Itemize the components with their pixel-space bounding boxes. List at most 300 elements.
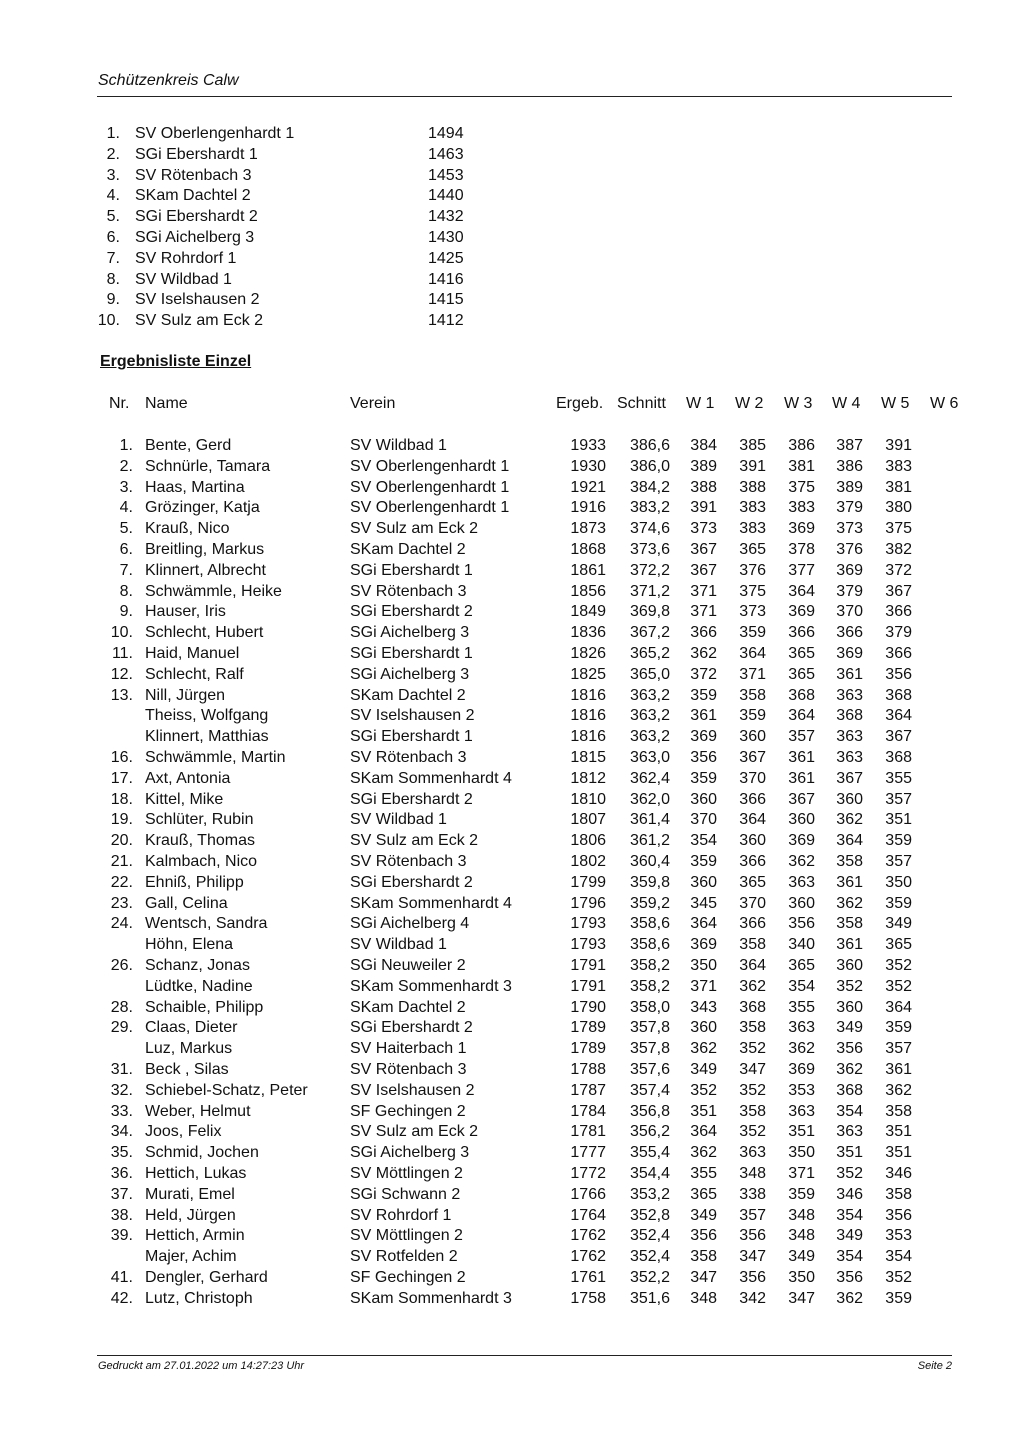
row-total: 1868 — [570, 541, 606, 558]
row-series-5: 368 — [885, 686, 912, 704]
row-average: 362,0 — [629, 790, 670, 808]
row-club: SF Gechingen 2 — [350, 1102, 466, 1120]
row-club: SV Iselshausen 2 — [350, 1081, 475, 1099]
row-series-1: 352 — [690, 1081, 717, 1099]
row-rank: 17. — [110, 769, 133, 787]
row-series-4: 349 — [836, 1227, 863, 1245]
row-series-5: 349 — [885, 915, 912, 933]
row-series-4: 360 — [836, 790, 863, 808]
row-name: Schlüter, Rubin — [145, 811, 254, 829]
row-series-1: 362 — [690, 1144, 717, 1162]
row-rank: 18. — [110, 790, 133, 808]
row-rank: 29. — [110, 1019, 133, 1037]
row-club: SKam Sommenhardt 4 — [350, 769, 512, 787]
row-rank: 28. — [110, 998, 133, 1016]
row-series-3: 357 — [788, 728, 815, 746]
row-club: SGi Ebershardt 2 — [350, 873, 473, 891]
row-average: 358,0 — [629, 998, 670, 1016]
row-name: Hauser, Iris — [145, 603, 226, 621]
team-name: SGi Aichelberg 3 — [135, 229, 255, 246]
row-series-2: 368 — [739, 998, 766, 1016]
result-row — [0, 705, 1024, 726]
row-series-1: 384 — [690, 437, 717, 454]
row-series-5: 359 — [885, 1019, 912, 1037]
row-average: 357,8 — [629, 1019, 670, 1037]
row-series-5: 372 — [885, 561, 912, 579]
team-row — [0, 227, 1024, 248]
row-club: SV Rotfelden 2 — [350, 1248, 458, 1266]
row-series-1: 388 — [690, 478, 717, 496]
row-series-1: 349 — [690, 1206, 717, 1224]
col-nr: Nr. — [109, 395, 130, 412]
row-series-2: 370 — [739, 894, 766, 912]
row-series-3: 353 — [788, 1081, 815, 1099]
row-rank: 34. — [110, 1123, 133, 1141]
row-total: 1916 — [570, 499, 606, 517]
row-series-2: 375 — [739, 582, 766, 600]
row-series-4: 354 — [836, 1206, 863, 1224]
row-average: 386,6 — [629, 437, 670, 454]
row-name: Hettich, Lukas — [145, 1165, 247, 1182]
row-series-1: 367 — [690, 561, 717, 579]
row-series-5: 382 — [885, 541, 912, 558]
col-w2: W 2 — [735, 395, 764, 412]
row-average: 383,2 — [629, 499, 670, 517]
team-rank: 4. — [106, 187, 120, 205]
row-name: Schnürle, Tamara — [145, 457, 271, 475]
row-name: Beck , Silas — [145, 1061, 229, 1078]
row-series-5: 379 — [885, 624, 912, 642]
row-total: 1826 — [570, 645, 606, 662]
row-average: 352,8 — [629, 1206, 670, 1224]
team-name: SGi Ebershardt 2 — [135, 208, 258, 226]
row-average: 358,2 — [629, 957, 670, 974]
row-rank: 22. — [110, 873, 133, 891]
row-total: 1816 — [570, 707, 606, 725]
team-name: SKam Dachtel 2 — [135, 187, 251, 205]
row-series-4: 363 — [836, 686, 863, 704]
row-name: Axt, Antonia — [145, 769, 231, 787]
team-row — [0, 310, 1024, 331]
row-average: 363,2 — [629, 686, 670, 704]
row-total: 1802 — [570, 853, 606, 870]
col-w3: W 3 — [784, 395, 813, 412]
row-club: SKam Dachtel 2 — [350, 541, 466, 558]
row-name: Gall, Celina — [145, 894, 228, 912]
row-series-2: 359 — [739, 624, 766, 642]
row-total: 1761 — [570, 1269, 606, 1286]
row-club: SKam Dachtel 2 — [350, 686, 466, 704]
row-series-4: 364 — [836, 832, 863, 850]
result-row — [0, 1246, 1024, 1267]
row-series-2: 352 — [739, 1040, 766, 1058]
col-verein: Verein — [350, 395, 396, 412]
row-series-3: 363 — [788, 873, 815, 891]
row-average: 362,4 — [629, 769, 670, 787]
row-average: 352,2 — [629, 1269, 670, 1286]
row-total: 1789 — [570, 1019, 606, 1037]
row-series-2: 352 — [739, 1081, 766, 1099]
row-average: 374,6 — [629, 520, 670, 538]
row-name: Dengler, Gerhard — [145, 1269, 268, 1286]
row-series-1: 360 — [690, 1019, 717, 1037]
row-series-3: 363 — [788, 1102, 815, 1120]
row-series-4: 389 — [836, 478, 863, 496]
team-points: 1415 — [428, 291, 464, 309]
row-series-5: 358 — [885, 1102, 912, 1120]
row-total: 1781 — [570, 1123, 606, 1141]
row-name: Kittel, Mike — [145, 790, 224, 808]
row-name: Krauß, Thomas — [145, 832, 255, 850]
row-series-3: 366 — [788, 624, 815, 642]
header-divider — [97, 96, 952, 97]
row-club: SF Gechingen 2 — [350, 1269, 466, 1286]
row-series-1: 359 — [690, 686, 717, 704]
result-row — [0, 518, 1024, 539]
row-club: SV Oberlengenhardt 1 — [350, 457, 510, 475]
row-series-4: 379 — [836, 499, 863, 517]
row-series-1: 343 — [690, 998, 717, 1016]
row-series-3: 348 — [788, 1227, 815, 1245]
row-name: Theiss, Wolfgang — [145, 707, 269, 725]
row-series-1: 360 — [690, 790, 717, 808]
row-club: SV Wildbad 1 — [350, 811, 447, 829]
row-rank: 24. — [110, 915, 133, 933]
row-series-4: 366 — [836, 624, 863, 642]
row-club: SV Wildbad 1 — [350, 936, 447, 954]
team-points: 1432 — [428, 208, 464, 226]
result-row — [0, 497, 1024, 518]
row-total: 1856 — [570, 582, 606, 600]
col-w4: W 4 — [832, 395, 861, 412]
row-total: 1772 — [570, 1165, 606, 1182]
team-name: SV Iselshausen 2 — [135, 291, 260, 309]
result-row — [0, 789, 1024, 810]
row-rank: 20. — [110, 832, 133, 850]
row-series-1: 371 — [690, 603, 717, 621]
team-rank: 8. — [106, 270, 120, 288]
row-average: 361,4 — [629, 811, 670, 829]
row-series-4: 356 — [836, 1040, 863, 1058]
team-row — [0, 165, 1024, 186]
row-total: 1807 — [570, 811, 606, 829]
row-series-2: 367 — [739, 749, 766, 766]
team-rank: 6. — [106, 229, 120, 246]
row-rank: 13. — [110, 686, 133, 704]
result-row — [0, 456, 1024, 477]
row-series-2: 370 — [739, 769, 766, 787]
row-series-5: 362 — [885, 1081, 912, 1099]
team-points: 1453 — [428, 166, 464, 184]
row-series-1: 349 — [690, 1061, 717, 1078]
row-club: SV Oberlengenhardt 1 — [350, 499, 510, 517]
row-rank: 41. — [110, 1269, 133, 1286]
team-row — [0, 206, 1024, 227]
row-rank: 6. — [119, 541, 133, 558]
result-row — [0, 1142, 1024, 1163]
team-points: 1412 — [428, 312, 464, 330]
result-row — [0, 643, 1024, 664]
row-club: SGi Schwann 2 — [350, 1185, 461, 1203]
row-total: 1762 — [570, 1227, 606, 1245]
row-series-2: 347 — [739, 1061, 766, 1078]
row-total: 1784 — [570, 1102, 606, 1120]
row-total: 1787 — [570, 1081, 606, 1099]
row-series-4: 363 — [836, 1123, 863, 1141]
row-series-3: 369 — [788, 1061, 815, 1078]
row-average: 384,2 — [629, 478, 670, 496]
row-club: SV Oberlengenhardt 1 — [350, 478, 510, 496]
row-total: 1796 — [570, 894, 606, 912]
row-series-5: 351 — [885, 1144, 912, 1162]
row-series-3: 340 — [788, 936, 815, 954]
row-rank: 39. — [110, 1227, 133, 1245]
row-rank: 35. — [110, 1144, 133, 1162]
row-series-2: 348 — [739, 1165, 766, 1182]
row-series-3: 367 — [788, 790, 815, 808]
row-series-3: 355 — [788, 998, 815, 1016]
row-series-1: 362 — [690, 1040, 717, 1058]
result-row — [0, 1225, 1024, 1246]
row-name: Kalmbach, Nico — [145, 853, 258, 870]
row-series-2: 388 — [739, 478, 766, 496]
team-row — [0, 144, 1024, 165]
row-series-2: 391 — [739, 457, 766, 475]
row-series-1: 347 — [690, 1269, 717, 1286]
row-total: 1791 — [570, 977, 606, 995]
row-total: 1933 — [570, 437, 606, 454]
row-series-1: 360 — [690, 873, 717, 891]
row-club: SV Iselshausen 2 — [350, 707, 475, 725]
row-average: 359,8 — [629, 873, 670, 891]
row-average: 365,2 — [629, 645, 670, 662]
row-total: 1791 — [570, 957, 606, 974]
row-club: SGi Ebershardt 2 — [350, 790, 473, 808]
row-club: SKam Sommenhardt 4 — [350, 894, 512, 912]
row-series-5: 352 — [885, 977, 912, 995]
row-rank: 2. — [119, 457, 133, 475]
row-average: 352,4 — [629, 1227, 670, 1245]
row-name: Haas, Martina — [145, 478, 245, 496]
row-series-3: 371 — [788, 1165, 815, 1182]
row-series-3: 359 — [788, 1185, 815, 1203]
row-series-3: 348 — [788, 1206, 815, 1224]
row-name: Schlecht, Ralf — [145, 665, 244, 683]
row-series-4: 368 — [836, 1081, 863, 1099]
row-average: 361,2 — [629, 832, 670, 850]
row-club: SGi Neuweiler 2 — [350, 957, 466, 974]
row-series-4: 370 — [836, 603, 863, 621]
row-club: SV Möttlingen 2 — [350, 1227, 463, 1245]
row-total: 1930 — [570, 457, 606, 475]
row-series-3: 386 — [788, 437, 815, 454]
row-series-2: 373 — [739, 603, 766, 621]
row-series-1: 362 — [690, 645, 717, 662]
row-rank: 36. — [110, 1165, 133, 1182]
row-series-5: 359 — [885, 894, 912, 912]
row-series-3: 360 — [788, 894, 815, 912]
row-average: 351,6 — [629, 1289, 670, 1307]
row-club: SGi Aichelberg 4 — [350, 915, 470, 933]
result-row — [0, 1059, 1024, 1080]
row-series-4: 358 — [836, 853, 863, 870]
row-series-3: 381 — [788, 457, 815, 475]
row-series-3: 350 — [788, 1144, 815, 1162]
row-series-2: 352 — [739, 1123, 766, 1141]
row-name: Höhn, Elena — [145, 936, 234, 954]
row-name: Grözinger, Katja — [145, 499, 260, 517]
team-name: SV Rohrdorf 1 — [135, 249, 237, 267]
result-row — [0, 1288, 1024, 1309]
row-average: 371,2 — [629, 582, 670, 600]
team-rank: 2. — [106, 145, 120, 163]
result-row — [0, 1205, 1024, 1226]
row-series-2: 385 — [739, 437, 766, 454]
row-series-1: 351 — [690, 1102, 717, 1120]
row-name: Lutz, Christoph — [145, 1289, 253, 1307]
row-average: 373,6 — [629, 541, 670, 558]
row-series-1: 369 — [690, 728, 717, 746]
row-rank: 37. — [110, 1185, 133, 1203]
row-series-5: 366 — [885, 603, 912, 621]
team-rank: 3. — [106, 166, 120, 184]
result-row — [0, 1038, 1024, 1059]
row-club: SV Haiterbach 1 — [350, 1040, 467, 1058]
col-w5: W 5 — [881, 395, 910, 412]
row-rank: 8. — [119, 582, 133, 600]
row-club: SV Rötenbach 3 — [350, 1061, 467, 1078]
row-series-2: 357 — [739, 1206, 766, 1224]
row-series-2: 356 — [739, 1269, 766, 1286]
row-rank: 33. — [110, 1102, 133, 1120]
row-series-1: 365 — [690, 1185, 717, 1203]
row-series-5: 351 — [885, 811, 912, 829]
row-name: Hettich, Armin — [145, 1227, 245, 1245]
row-series-4: 363 — [836, 728, 863, 746]
team-rank: 1. — [106, 125, 120, 142]
row-club: SV Wildbad 1 — [350, 437, 447, 454]
row-average: 358,6 — [629, 915, 670, 933]
row-series-3: 362 — [788, 853, 815, 870]
row-series-3: 368 — [788, 686, 815, 704]
team-row — [0, 248, 1024, 269]
result-row — [0, 664, 1024, 685]
row-total: 1758 — [570, 1289, 606, 1307]
row-series-5: 351 — [885, 1123, 912, 1141]
row-name: Claas, Dieter — [145, 1019, 238, 1037]
row-series-4: 373 — [836, 520, 863, 538]
result-row — [0, 560, 1024, 581]
result-row — [0, 539, 1024, 560]
row-series-4: 360 — [836, 998, 863, 1016]
row-series-4: 362 — [836, 811, 863, 829]
row-name: Weber, Helmut — [145, 1102, 251, 1120]
row-rank: 12. — [110, 665, 133, 683]
row-name: Schanz, Jonas — [145, 957, 250, 974]
row-total: 1825 — [570, 665, 606, 683]
row-series-5: 357 — [885, 790, 912, 808]
row-series-3: 383 — [788, 499, 815, 517]
row-series-5: 357 — [885, 1040, 912, 1058]
row-club: SV Möttlingen 2 — [350, 1165, 463, 1182]
row-average: 357,8 — [629, 1040, 670, 1058]
row-series-3: 356 — [788, 915, 815, 933]
row-club: SV Sulz am Eck 2 — [350, 832, 479, 850]
row-name: Luz, Markus — [145, 1040, 233, 1058]
result-row — [0, 685, 1024, 706]
row-series-3: 362 — [788, 1040, 815, 1058]
row-series-4: 352 — [836, 977, 863, 995]
row-series-5: 346 — [885, 1165, 912, 1182]
row-series-1: 372 — [690, 665, 717, 683]
team-points: 1494 — [428, 125, 464, 142]
page-header-title: Schützenkreis Calw — [98, 72, 239, 89]
row-club: SV Sulz am Eck 2 — [350, 520, 479, 538]
row-average: 363,2 — [629, 707, 670, 725]
row-total: 1766 — [570, 1185, 606, 1203]
row-series-5: 357 — [885, 853, 912, 870]
team-name: SV Wildbad 1 — [135, 270, 232, 288]
team-rank: 10. — [97, 312, 120, 330]
row-average: 356,8 — [629, 1102, 670, 1120]
row-name: Bente, Gerd — [145, 437, 232, 454]
row-series-2: 342 — [739, 1289, 766, 1307]
row-series-5: 350 — [885, 873, 912, 891]
row-total: 1793 — [570, 936, 606, 954]
row-series-2: 383 — [739, 520, 766, 538]
row-series-5: 364 — [885, 998, 912, 1016]
row-name: Schmid, Jochen — [145, 1144, 259, 1162]
row-series-5: 359 — [885, 1289, 912, 1307]
row-series-5: 355 — [885, 769, 912, 787]
row-series-1: 361 — [690, 707, 717, 725]
team-row — [0, 123, 1024, 144]
row-rank: 5. — [119, 520, 133, 538]
row-series-4: 369 — [836, 645, 863, 662]
row-average: 365,0 — [629, 665, 670, 683]
row-series-3: 364 — [788, 582, 815, 600]
team-name: SV Rötenbach 3 — [135, 166, 252, 184]
result-row — [0, 435, 1024, 456]
row-series-5: 366 — [885, 645, 912, 662]
row-series-2: 358 — [739, 936, 766, 954]
row-series-5: 359 — [885, 832, 912, 850]
row-series-4: 361 — [836, 665, 863, 683]
row-series-4: 362 — [836, 894, 863, 912]
row-series-1: 369 — [690, 936, 717, 954]
row-rank: 21. — [110, 853, 133, 870]
footer-printed-date: Gedruckt am 27.01.2022 um 14:27:23 Uhr — [98, 1360, 305, 1372]
row-total: 1777 — [570, 1144, 606, 1162]
row-series-3: 377 — [788, 561, 815, 579]
row-series-4: 349 — [836, 1019, 863, 1037]
row-series-4: 351 — [836, 1144, 863, 1162]
row-name: Majer, Achim — [145, 1248, 237, 1266]
row-club: SGi Ebershardt 2 — [350, 603, 473, 621]
row-name: Joos, Felix — [145, 1123, 222, 1141]
row-total: 1799 — [570, 873, 606, 891]
row-name: Krauß, Nico — [145, 520, 230, 538]
row-rank: 38. — [110, 1206, 133, 1224]
row-name: Ehniß, Philipp — [145, 873, 244, 891]
result-row — [0, 1017, 1024, 1038]
row-series-5: 352 — [885, 957, 912, 974]
row-series-3: 365 — [788, 645, 815, 662]
row-average: 359,2 — [629, 894, 670, 912]
row-series-4: 387 — [836, 437, 863, 454]
row-series-1: 356 — [690, 749, 717, 766]
row-rank: 26. — [110, 957, 133, 974]
